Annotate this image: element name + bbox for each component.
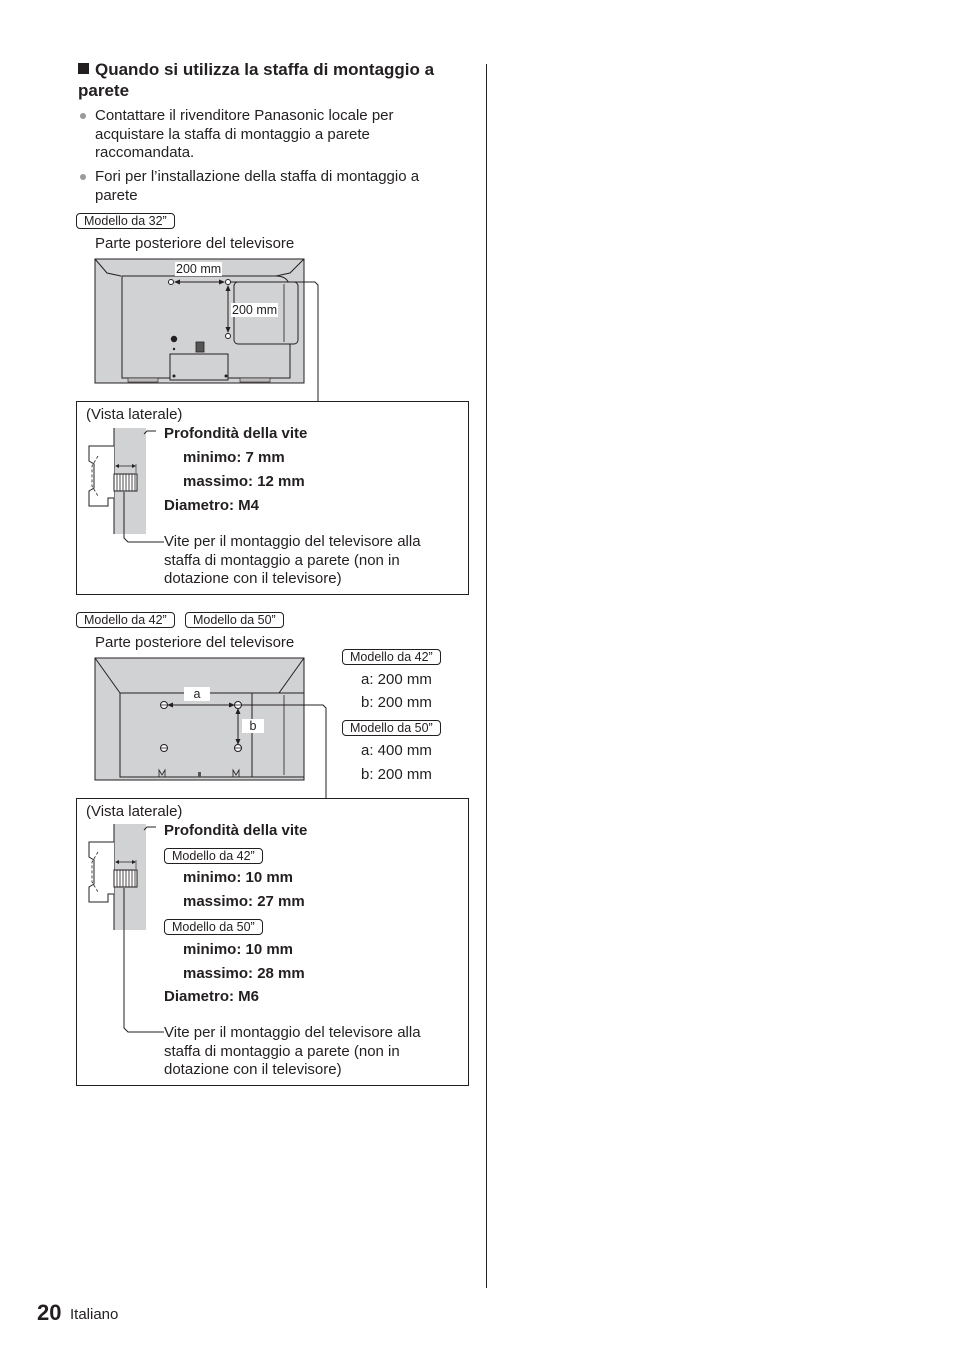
screw-side-diagram-32 (84, 426, 164, 546)
footer-language: Italiano (70, 1306, 119, 1323)
depth-title-4250: Profondità della vite (164, 822, 308, 839)
dimension-label-vertical-32: 200 mm (232, 303, 278, 317)
side-view-label-4250: (Vista laterale) (86, 803, 183, 820)
section-heading: Quando si utilizza la staffa di montaggio a parete (78, 60, 435, 100)
side-view-label-32: (Vista laterale) (86, 406, 183, 423)
diameter-32: Diametro: M4 (164, 497, 260, 514)
depth50-min: minimo: 10 mm (183, 941, 294, 958)
diameter-4250: Diametro: M6 (164, 988, 260, 1005)
model-tag-50: Modello da 50” (185, 612, 284, 628)
depth50-max: massimo: 28 mm (183, 965, 305, 982)
bullet-item: Fori per l’installazione della staffa di montaggio a parete (80, 168, 450, 205)
depth42-max: massimo: 27 mm (183, 893, 305, 910)
depth42-min: minimo: 10 mm (183, 869, 294, 886)
square-bullet-icon (78, 63, 89, 74)
model-tag-32: Modello da 32” (76, 213, 175, 229)
tv-rear-diagram-32 (94, 258, 326, 404)
dimension-label-horizontal-32: 200 mm (176, 262, 222, 276)
bullet-dot-icon (80, 174, 86, 180)
depth-min-32: minimo: 7 mm (183, 449, 285, 466)
label-b: b (242, 719, 264, 733)
spec-tag-50: Modello da 50” (342, 720, 441, 736)
spec42-a: a: 200 mm (361, 671, 432, 688)
spec50-b: b: 200 mm (361, 766, 432, 783)
depth-tag-42: Modello da 42” (164, 848, 263, 864)
depth-title-32: Profondità della vite (164, 425, 308, 442)
bullet-dot-icon (80, 113, 86, 119)
label-a: a (184, 687, 210, 701)
depth-max-32: massimo: 12 mm (183, 473, 305, 490)
tv-rear-diagram-4250 (94, 657, 334, 802)
page-number: 20 (37, 1300, 62, 1325)
rear-caption-32: Parte posteriore del televisore (95, 235, 295, 252)
column-divider (486, 64, 487, 1288)
spec42-b: b: 200 mm (361, 694, 432, 711)
depth-tag-50: Modello da 50” (164, 919, 263, 935)
model-tag-42: Modello da 42” (76, 612, 175, 628)
spec50-a: a: 400 mm (361, 742, 432, 759)
screw-note-4250: Vite per il montaggio del televisore alla staffa di montaggio a parete (non in dotazione con il televisore) (164, 1024, 421, 1078)
rear-caption-4250: Parte posteriore del televisore (95, 634, 295, 651)
spec-tag-42: Modello da 42” (342, 649, 441, 665)
screw-side-diagram-4250 (84, 822, 164, 1037)
bullet-item: Contattare il rivenditore Panasonic locale per acquistare la staffa di montaggio a parete raccomandata. (80, 107, 450, 163)
screw-note-32: Vite per il montaggio del televisore alla staffa di montaggio a parete (non in dotazione con il televisore) (164, 533, 421, 587)
